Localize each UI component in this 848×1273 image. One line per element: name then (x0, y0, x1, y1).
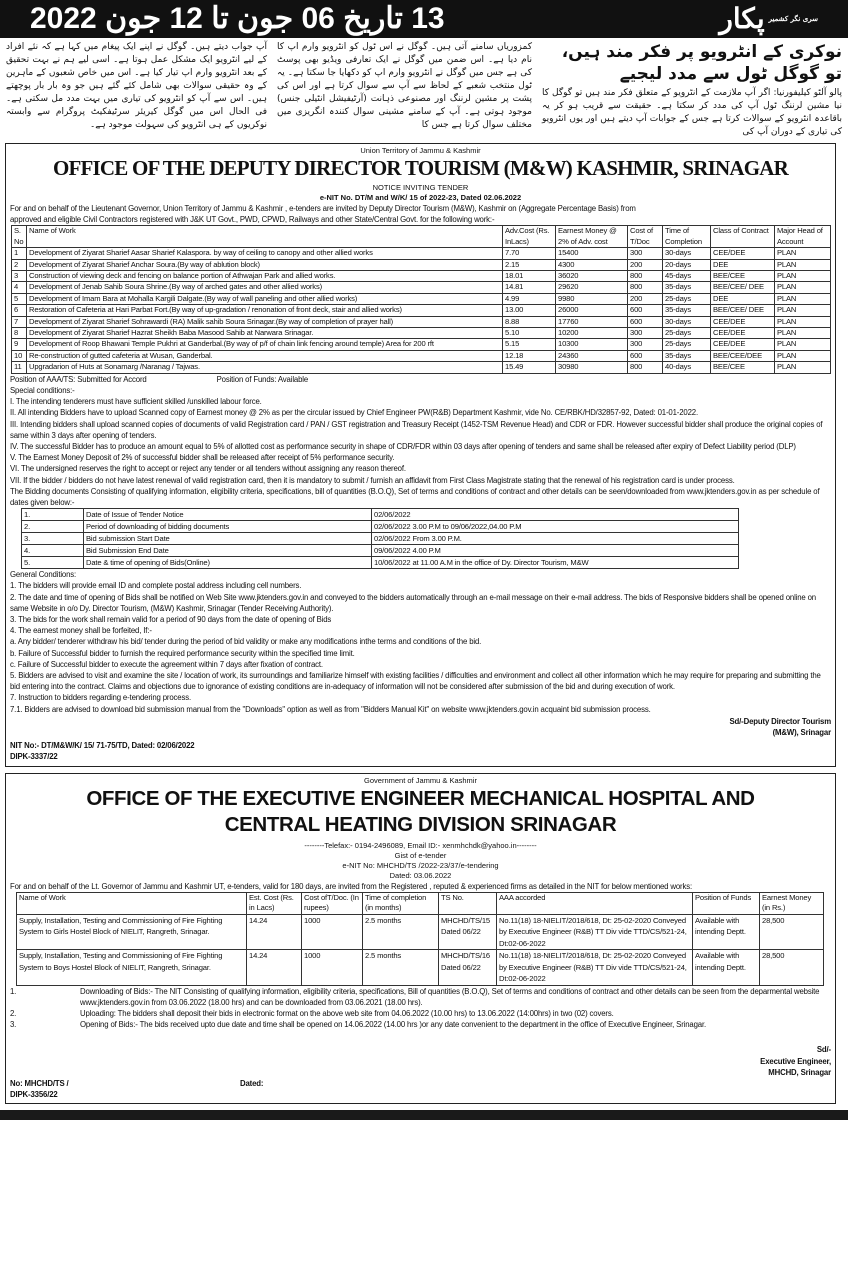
column-header: Earnest Money @ 2% of Adv. cost (556, 226, 628, 248)
column-header: Earnest Money (in Rs.) (760, 892, 824, 914)
condition-item: The Bidding documents Consisting of qualifying information, eligibility criteria, specifications, bill of quantities (B.O.Q), Set of terms and conditions of contract and other details can be seen/downloaded from www.jktenders.gov.in as per schedule of dates given below:- (10, 486, 820, 507)
table-cell: PLAN (775, 305, 831, 316)
govt-label: Union Territory of Jammu & Kashmir (360, 146, 481, 155)
nit-number: e-NIT No: MHCHD/TS /2022-23/37/e-tendering (342, 860, 499, 870)
column-header: Est. Cost (Rs. in Lacs) (247, 892, 302, 914)
table-cell: 4. (22, 545, 84, 557)
condition-item: VI. The undersigned reserves the right to accept or reject any tender or all tenders without assigning any reason thereof. (10, 464, 406, 474)
table-cell: 24360 (556, 350, 628, 361)
column-header: TS No. (439, 892, 497, 914)
table-row (12, 248, 831, 259)
table-cell: 800 (628, 282, 663, 293)
table-cell: 4.99 (503, 293, 556, 304)
condition-item: III. Intending bidders shall upload scanned copies of documents of valid Registration card / PAN / GST registration and Treasury Receipt (1452-TSM Revenue Head) and CDR or FDR. However successful bidder shall produce the original copies of same within 3 days after opening of tenders. (10, 419, 823, 440)
intro-line: approved and eligible Civil Contractors registered with J&K UT Govt., PWD, CPWD, Railways and other State/Central Govt. for the following work:- (10, 215, 495, 225)
aaa-position: Position of AAA/TS: Submitted for Accord (10, 374, 147, 384)
table-cell: Re-construction of gutted cafeteria at Wusan, Ganderbal. (27, 350, 503, 361)
reference-date: Dated: (240, 1079, 264, 1089)
table-row (12, 339, 831, 350)
table-cell: CEE/DEE (711, 248, 775, 259)
table-cell: 45-days (663, 271, 711, 282)
condition-item: VII. If the bidder / bidders do not have latest renewal of valid registration card, then it is mandatory to submit / furnish an affidavit from First Class Magistrate stating that the renewal of his registration card is under process. (10, 475, 735, 485)
table-cell: 200 (628, 293, 663, 304)
schedule-table (21, 508, 739, 569)
table-cell: 25-days (663, 328, 711, 339)
table-cell: DEE (711, 259, 775, 270)
table-row (12, 305, 831, 316)
table-cell: 35-days (663, 350, 711, 361)
table-cell: Construction of viewing deck and fencing on balance portion of Athwajan Park and allied works. (27, 271, 503, 282)
table-cell: 09/06/2022 4.00 P.M (372, 545, 739, 557)
table-row (12, 362, 831, 373)
table-cell: 600 (628, 305, 663, 316)
table-cell: Available with intending Deptt. (693, 914, 760, 950)
table-row (12, 293, 831, 304)
table-cell: 14.24 (247, 914, 302, 950)
table-cell: 2 (12, 259, 27, 270)
signatory-title: Executive Engineer, (760, 1056, 831, 1066)
intro-line: For and on behalf of the Lt. Governor of Jammu and Kashmir UT, e-tenders, valid for 180 days, are invited from the Registered , reputed & experienced firms as detailed in the NIT for below mentioned works: (10, 881, 693, 891)
table-cell: 300 (628, 248, 663, 259)
point-item (6, 1008, 835, 1019)
table-cell: 8 (12, 328, 27, 339)
table-cell: 30-days (663, 316, 711, 327)
signatory-office: (M&W), Srinagar (772, 727, 831, 737)
point-text: Uploading: The bidders shall deposit their bids in electronic format on the above web site from 04.06.2022 (10.00 hrs) to 13.06.2022 (14:00hrs) in two (02) covers. (80, 1009, 614, 1018)
condition-item: 7.1. Bidders are advised to download bid submission manual from the "Downloads" option as well as from "Bidders Manual Kit" on website www.jktenders.gov.in acquaint bid submission process. (10, 704, 651, 714)
special-conditions (6, 396, 835, 508)
special-conditions-heading: Special conditions:- (10, 385, 75, 395)
condition-item: I. The intending tenderers must have sufficient skilled /unskilled labour force. (10, 397, 262, 407)
table-cell: 2. (22, 521, 84, 533)
schedule-row (22, 545, 739, 557)
condition-item: b. Failure of Successful bidder to furnish the required performance security within the specified time limit. (10, 648, 355, 658)
reference-number: No: MHCHD/TS / (10, 1079, 69, 1089)
column-header: Position of Funds (693, 892, 760, 914)
table-cell: 28,500 (760, 950, 824, 986)
table-cell: Development of Roop Bhawani Temple Pukhri at Ganderbal.(By way of p/f of chain link fencing around temple) Area for 200 rft (27, 339, 503, 350)
table-cell: 02/06/2022 3.00 P.M to 09/06/2022,04.00 P.M (372, 521, 739, 533)
table-cell: MHCHD/TS/16 Dated 06/22 (439, 950, 497, 986)
gist-label: Gist of e-tender (394, 850, 447, 860)
govt-label: Government of Jammu & Kashmir (364, 775, 477, 785)
table-cell: CEE/DEE (711, 316, 775, 327)
tender-notice-mhchd (5, 773, 836, 1105)
masthead-date: 13 تاریخ 06 جون تا 12 جون 2022 (30, 2, 445, 35)
article-column-3: آپ جواب دیتے ہیں۔ گوگل نے اپنے ایک پیغام میں کہا ہے کہ نئے افراد کے لیے انٹرویو ایک مشکل عمل ہوتا ہے۔ اسی لیے ہم نے بہت تحقیق کے بعد انٹرویو وارم اپ تیار کیا ہے۔ اس میں خاص شعبوں کے ماہرین کے وہ حقیقی سوالات بھی شامل کئے گئے ہیں جو وہ بار بار پوچھتے ہیں۔ اس سے آپ کو انٹرویو کی تیاری میں بہت مدد مل سکتی ہے۔ فی الحال اس میں گوگل کیریئر سرٹیفکیٹ پروگرام سے وابستہ نوکریوں کے ہی انٹرویو کی سہولت موجود ہے۔ (6, 42, 267, 130)
tender-notice-tourism (5, 143, 836, 767)
table-cell: Development of Ziyarat Sharief Hazrat Sheikh Baba Masood Sahib at Narwara Srinagar. (27, 328, 503, 339)
reference-number: NIT No:- DT/M&W/K/ 15/ 71-75/TD, Dated: 02/06/2022 (10, 741, 195, 751)
table-cell: 10 (12, 350, 27, 361)
table-cell: 800 (628, 362, 663, 373)
table-cell: PLAN (775, 362, 831, 373)
dipk-number: DIPK-3337/22 (10, 752, 58, 762)
table-cell: PLAN (775, 293, 831, 304)
table-cell: 35-days (663, 305, 711, 316)
signatory: Sd/-Deputy Director Tourism (729, 716, 831, 726)
point-item (6, 986, 835, 1008)
contact-line: --------Telefax:- 0194-2496089, Email ID:- xenmhchdk@yahoo.in-------- (304, 840, 537, 850)
table-cell: Date of Issue of Tender Notice (84, 509, 372, 521)
article-headline: نوکری کے انٹرویو پر فکر مند ہیں، تو گوگل ٹول سے مدد لیجیے (561, 42, 842, 84)
works-table (11, 225, 831, 373)
table-cell: 15.49 (503, 362, 556, 373)
point-text: Opening of Bids:- The bids received upto due date and time shall be opened on 14.06.2022 (14.00 hrs )or any date convenient to the department in the office of Executive Engineer, Srinagar. (80, 1020, 707, 1030)
table-cell: 2.15 (503, 259, 556, 270)
condition-item: IV. The successful Bidder has to produce an amount equal to 5% of allotted cost as performance security in shape of CDR/FDR within 03 days after opening of tenders and same shall be released after expiry of Defect Liability period (DLP) (10, 441, 796, 451)
table-cell: Upgradarion of Huts at Sonamarg /Naranag / Tajwas. (27, 362, 503, 373)
column-header: Cost ofT/Doc. (In rupees) (302, 892, 363, 914)
table-cell: BEE/CEE/ DEE (711, 305, 775, 316)
nit-heading: NOTICE INVITING TENDER (372, 183, 469, 192)
table-cell: PLAN (775, 350, 831, 361)
column-header: Major Head of Account (775, 226, 831, 248)
table-cell: 5.10 (503, 328, 556, 339)
table-cell: 5. (22, 557, 84, 569)
table-cell: Bid Submission End Date (84, 545, 372, 557)
column-header: AAA accorded (497, 892, 693, 914)
column-header: Class of Contract (711, 226, 775, 248)
table-cell: 36020 (556, 271, 628, 282)
office-title: OFFICE OF THE EXECUTIVE ENGINEER MECHANICAL HOSPITAL AND CENTRAL HEATING DIVISION SRINAGAR (86, 786, 755, 836)
table-cell: PLAN (775, 328, 831, 339)
table-row (12, 259, 831, 270)
table-cell: Supply, Installation, Testing and Commissioning of Fire Fighting System to Boys Hostel Block of NIELIT, Rangreth, Srinagar. (17, 950, 247, 986)
condition-item: 7. Instruction to bidders regarding e-tendering process. (10, 693, 191, 703)
table-cell: 300 (628, 328, 663, 339)
general-conditions (6, 580, 835, 714)
table-cell: 800 (628, 271, 663, 282)
table-cell: 12.18 (503, 350, 556, 361)
table-cell: 20-days (663, 259, 711, 270)
schedule-row (22, 521, 739, 533)
table-cell: 25-days (663, 293, 711, 304)
table-cell: PLAN (775, 339, 831, 350)
tender-points (6, 986, 835, 1031)
table-cell: 4 (12, 282, 27, 293)
column-header: Name of Work (27, 226, 503, 248)
condition-item: c. Failure of Successful bidder to execute the agreement within 7 days after fixation of contract. (10, 659, 323, 669)
condition-item: II. All intending Bidders have to upload Scanned copy of Earnest money @ 2% as per the circular issued by Chief Engineer PW(R&B) Department Kashmir, vide No. CE/RBK/HD/32857-92, Dated: 01-01-2022. (10, 408, 698, 418)
table-cell: Development of Ziyarat Sharief Aasar Sharief Kalaspora. by way of ceiling to canopy and other allied works (27, 248, 503, 259)
table-cell: 26000 (556, 305, 628, 316)
table-cell: 10300 (556, 339, 628, 350)
table-cell: 200 (628, 259, 663, 270)
table-cell: BEE/CEE/DEE (711, 350, 775, 361)
table-cell: 1000 (302, 950, 363, 986)
funds-position: Position of Funds: Available (216, 374, 309, 384)
condition-item: 4. The earnest money shall be forfeited, If:- (10, 626, 152, 636)
table-cell: 18.01 (503, 271, 556, 282)
table-cell: 29620 (556, 282, 628, 293)
signatory: Sd/- (816, 1045, 831, 1055)
table-cell: 15400 (556, 248, 628, 259)
point-item (6, 1019, 835, 1030)
table-cell: 30980 (556, 362, 628, 373)
table-cell: 4300 (556, 259, 628, 270)
point-text: Downloading of Bids:- The NIT Consisting of qualifying information, eligibility criteria, specifications, Bill of quantities (B.O.Q), Set of terms and conditions of contract and other details can be seen from the deparmental website www.jktenders.gov.in from 03.06.2022 (18.00 hrs) and can be downloaded from 03.06.2021 (18.00 hrs). (80, 986, 820, 1007)
footer-band (0, 1110, 848, 1120)
table-cell: Supply, Installation, Testing and Commissioning of Fire Fighting System to Girls Hostel Block of NIELIT, Rangreth, Srinagar. (17, 914, 247, 950)
table-cell: PLAN (775, 282, 831, 293)
table-row (12, 316, 831, 327)
table-cell: 300 (628, 339, 663, 350)
table-cell: 8.88 (503, 316, 556, 327)
table-cell: CEE/DEE (711, 328, 775, 339)
table-cell: Restoration of Cafeteria at Hari Parbat Fort.(By way of up-gradation / renonation of front deck, stair and allied works) (27, 305, 503, 316)
schedule-row (22, 533, 739, 545)
masthead-banner (0, 0, 848, 38)
table-row (12, 271, 831, 282)
table-cell: No.11(18) 18-NIELIT/2018/618, Dt: 25-02-2020 Conveyed by Executive Engineer (R&B) TT Div vide TTD/CS/521-24, Dt:02-06-2022 (497, 950, 693, 986)
schedule-row (22, 557, 739, 569)
general-conditions-heading: General Conditions: (10, 570, 77, 580)
table-cell: 7 (12, 316, 27, 327)
table-cell: 10/06/2022 at 11.00 A.M in the office of Dy. Director Tourism, M&W (372, 557, 739, 569)
article-lead-column (542, 41, 842, 139)
table-cell: 9 (12, 339, 27, 350)
table-row (12, 328, 831, 339)
column-header: Time of completion (in months) (363, 892, 439, 914)
table-cell: Available with intending Deptt. (693, 950, 760, 986)
table-cell: 14.24 (247, 950, 302, 986)
table-cell: Period of downloading of bidding documents (84, 521, 372, 533)
office-title: OFFICE OF THE DEPUTY DIRECTOR TOURISM (M&W) KASHMIR, SRINAGAR (52, 156, 789, 180)
table-row (12, 350, 831, 361)
table-cell: BEE/CEE/ DEE (711, 282, 775, 293)
table-cell: 3 (12, 271, 27, 282)
intro-line: For and on behalf of the Lieutenant Governor, Union Territory of Jammu & Kashmir , e-tenders are invited by Deputy Director Tourism (M&W), Kashmir on (Aggregate Percentage Basis) from (10, 204, 636, 213)
condition-item: V. The Earnest Money Deposit of 2% of successful bidder shall be released after receipt of 5% performance security. (10, 453, 395, 463)
table-cell: Development of Imam Bara at Mohalla Kargili Dalgate.(By way of wall paneling and other allied works) (27, 293, 503, 304)
article-column-1: پالو آلٹو کیلیفورنیا: اگر آپ ملازمت کے انٹرویو کے متعلق فکر مند ہیں تو گوگل کا نیا مشین لرننگ ٹول آپ کی مدد کر سکتا ہے۔ حقیقت سے قریب ہو کر یہ باقاعدہ انٹرویو کے سوالات کرتا ہے جس کے جوابات آپ دیتے ہیں اور یوں انٹرویو کی تیاری کے دوران آپ کی (542, 88, 842, 137)
table-cell: 2.5 months (363, 950, 439, 986)
table-cell: 6 (12, 305, 27, 316)
table-cell: DEE (711, 293, 775, 304)
condition-item: a. Any bidder/ tenderer withdraw his bid/ tender during the period of bid validity or make any modifications inthe terms and conditions of the bid. (10, 637, 482, 647)
table-cell: MHCHD/TS/15 Dated 06/22 (439, 914, 497, 950)
dipk-number: DIPK-3356/22 (10, 1090, 58, 1100)
column-header: Adv.Cost (Rs. InLacs) (503, 226, 556, 248)
point-number: 2. (10, 1009, 17, 1018)
table-cell: 1 (12, 248, 27, 259)
table-cell: 28,500 (760, 914, 824, 950)
table-cell: PLAN (775, 271, 831, 282)
table-cell: 17760 (556, 316, 628, 327)
article-column-2: کمزوریاں سامنے آتی ہیں۔ گوگل نے اس ٹول کو انٹرویو وارم اپ کا نام دیا ہے۔ اس ضمن میں گوگل نے ایک تعارفی ویڈیو بھی پوسٹ کی ہے جس میں گوگل نے انٹرویو وارم اپ کو دکھایا جا سکتا ہے۔ یہ ٹول منتخب شعبے کے لحاظ سے آپ سے سوال کرتا ہے اور اس کی پشت پر مشین لرننگ اور مصنوعی ذہانت (آرٹیفیشل انٹیلی جنس) موجود ہوتی ہے۔ آپ کے سامنے مشینی سوال کنندہ انگریزی میں مختلف سوال کرتا ہے جس کا (277, 42, 532, 130)
table-cell: 1000 (302, 914, 363, 950)
table-cell: Date & time of opening of Bids(Online) (84, 557, 372, 569)
table-row (17, 914, 824, 950)
table-cell: 9980 (556, 293, 628, 304)
table-cell: 5.15 (503, 339, 556, 350)
column-header: Time of Completion (663, 226, 711, 248)
table-row (12, 282, 831, 293)
table-cell: No.11(18) 18-NIELIT/2018/618, Dt: 25-02-2020 Conveyed by Executive Engineer (R&B) TT Div vide TTD/CS/521-24, Dt:02-06-2022 (497, 914, 693, 950)
table-cell: 10200 (556, 328, 628, 339)
newspaper-logo: $^{سری نگر کشمیر}$پکار (719, 2, 818, 35)
table-cell: 5 (12, 293, 27, 304)
point-number: 1. (10, 986, 17, 996)
point-number: 3. (10, 1020, 17, 1030)
column-header: S. No (12, 226, 27, 248)
table-cell: PLAN (775, 316, 831, 327)
signatory-office: MHCHD, Srinagar (768, 1067, 831, 1077)
condition-item: 2. The date and time of opening of Bids shall be notified on Web Site www.jktenders.gov.in and conveyed to the bidders automatically through an e-mail message on their e-mail address. The bids of Responsive bidders shall be opened online on same Website in o/o Dy. Director Tourism, (M&W) Kashmir, Srinagar (Tender Receiving Authority). (10, 592, 816, 613)
table-cell: 600 (628, 316, 663, 327)
table-cell: PLAN (775, 248, 831, 259)
table-cell: 40-days (663, 362, 711, 373)
nit-number: e-NIT No. DT/M and W/K/ 15 of 2022-23, Dated 02.06.2022 (319, 193, 522, 202)
table-cell: 02/06/2022 (372, 509, 739, 521)
table-cell: 25-days (663, 339, 711, 350)
table-cell: 7.70 (503, 248, 556, 259)
table-cell: 14.81 (503, 282, 556, 293)
table-cell: BEE/CEE (711, 362, 775, 373)
table-cell: Bid submission Start Date (84, 533, 372, 545)
table-cell: CEE/DEE (711, 339, 775, 350)
urdu-article (0, 38, 848, 143)
table-cell: PLAN (775, 259, 831, 270)
table-cell: 2.5 months (363, 914, 439, 950)
condition-item: 5. Bidders are advised to visit and examine the site / location of work, its surroundings and familiarize himself with existing facilities / difficulties and environment and collect all other information which he may require for preparing and submitting the bid entering into the contract. Claims and objections due to ignorance of existing conditions are in-adequacy of information will not be considered after submission of the bid and during execution of work. (10, 670, 821, 692)
column-header: Name of Work (17, 892, 247, 914)
table-row (17, 950, 824, 986)
table-cell: BEE/CEE (711, 271, 775, 282)
table-cell: 02/06/2022 From 3.00 P.M. (372, 533, 739, 545)
table-cell: 600 (628, 350, 663, 361)
condition-item: 1. The bidders will provide email ID and complete postal address including cell numbers. (10, 581, 302, 591)
nit-date: Dated: 03.06.2022 (389, 870, 452, 880)
table-cell: 35-days (663, 282, 711, 293)
works-table (16, 892, 824, 986)
table-cell: Development of Ziyarat Sharief Sohrawardi (RA) Malik sahib Soura Srinagar.(By way of completion of prayer hall) (27, 316, 503, 327)
table-cell: 11 (12, 362, 27, 373)
table-cell: 30-days (663, 248, 711, 259)
table-cell: Development of Jenab Sahib Soura Shrine.(By way of arched gates and other allied works) (27, 282, 503, 293)
column-header: Cost of T/Doc (628, 226, 663, 248)
condition-item: 3. The bids for the work shall remain valid for a period of 90 days from the date of opening of Bids (10, 614, 332, 624)
table-cell: 13.00 (503, 305, 556, 316)
table-cell: 1. (22, 509, 84, 521)
schedule-row (22, 509, 739, 521)
table-cell: 3. (22, 533, 84, 545)
table-cell: Development of Ziyarat Sharief Anchar Soura.(By way of ablution block) (27, 259, 503, 270)
